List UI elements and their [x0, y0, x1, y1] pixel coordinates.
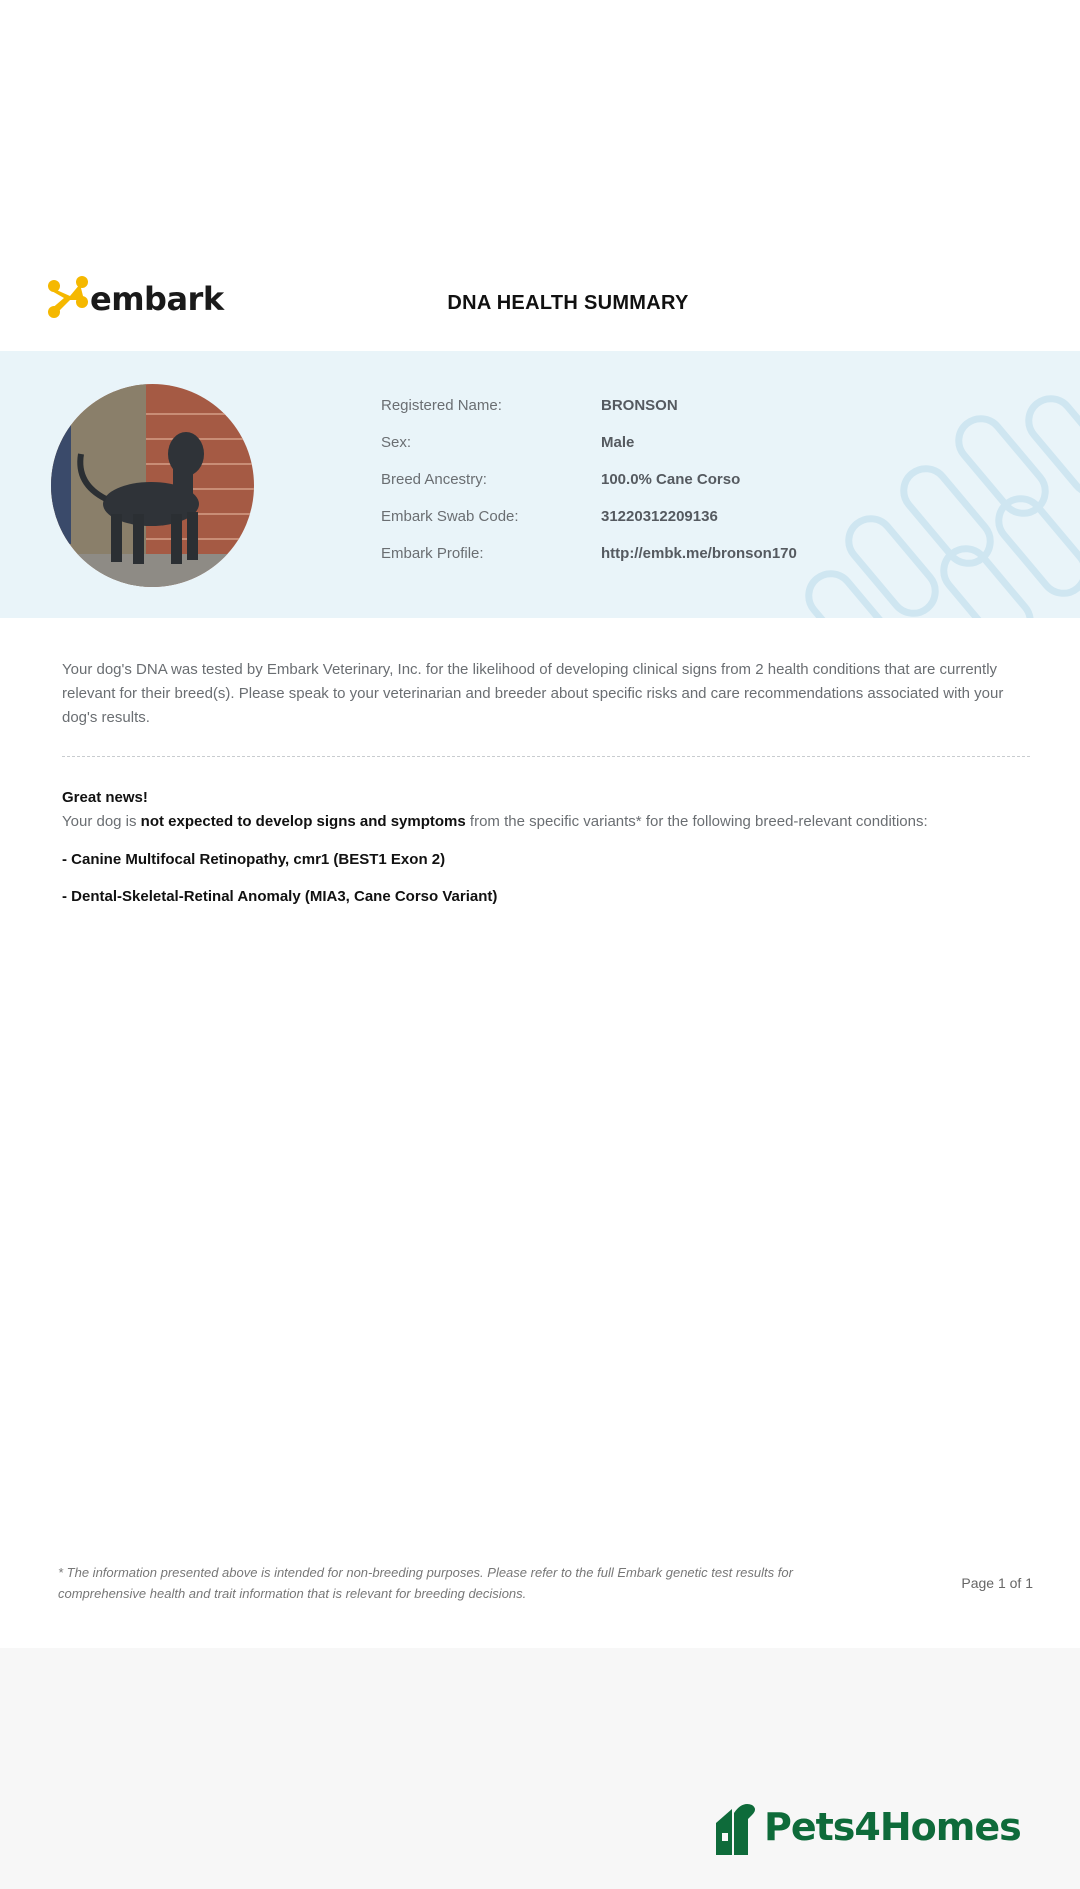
profile-row-breed-ancestry: [381, 461, 797, 498]
condition-item: - Canine Multifocal Retinopathy, cmr1 (BEST1 Exon 2): [62, 851, 446, 868]
watermark-band: [0, 1648, 1080, 1889]
intro-paragraph: Your dog's DNA was tested by Embark Veterinary, Inc. for the likelihood of developing clinical signs from 2 health conditions that are currently relevant for their breed(s). Please speak to your veterinarian and breeder about specific risks and care recommendations associated with your dog's results.: [62, 661, 1004, 726]
dashed-divider: [62, 756, 1030, 757]
registered-name-label: Registered Name:: [381, 397, 502, 414]
registered-name-value: BRONSON: [601, 397, 678, 414]
condition-item: - Dental-Skeletal-Retinal Anomaly (MIA3, Cane Corso Variant): [62, 888, 498, 905]
profile-row-embark-profile: [381, 535, 797, 572]
logo-wordmark: embark: [90, 280, 224, 318]
embark-profile-label: Embark Profile:: [381, 545, 484, 562]
embark-profile-link[interactable]: http://embk.me/bronson170: [601, 545, 797, 562]
profile-details: [381, 387, 797, 572]
breed-ancestry-label: Breed Ancestry:: [381, 471, 487, 488]
dog-photo: [51, 384, 254, 587]
lead-suffix: from the specific variants* for the following breed-relevant conditions:: [465, 813, 928, 830]
profile-row-swab-code: [381, 498, 797, 535]
swab-code-label: Embark Swab Code:: [381, 508, 519, 525]
lead-emphasis: not expected to develop signs and symptoms: [140, 813, 466, 830]
pets4homes-wordmark: Pets4Homes: [764, 1805, 1021, 1849]
swab-code-value: 31220312209136: [601, 508, 718, 525]
results-lead: [62, 810, 1042, 834]
sex-value: Male: [601, 434, 635, 451]
sex-label: Sex:: [381, 434, 412, 451]
footnote: * The information presented above is intended for non-breeding purposes. Please refer to the full Embark genetic test results for comprehensive health and trait information that is relevant for breeding decisions.: [58, 1565, 793, 1601]
lead-prefix: Your dog is: [62, 813, 141, 830]
page-number: Page 1 of 1: [961, 1575, 1033, 1591]
pets4homes-house-icon: [712, 1799, 760, 1855]
profile-row-sex: [381, 424, 797, 461]
results-section: [62, 786, 1042, 908]
results-heading: Great news!: [62, 789, 148, 806]
dog-profile-band: [0, 351, 1080, 618]
pets4homes-logo: [712, 1799, 1021, 1855]
breed-ancestry-value: 100.0% Cane Corso: [601, 471, 741, 488]
report-header: [0, 262, 1080, 352]
profile-row-registered-name: [381, 387, 797, 424]
page-title: DNA HEALTH SUMMARY: [447, 292, 689, 314]
